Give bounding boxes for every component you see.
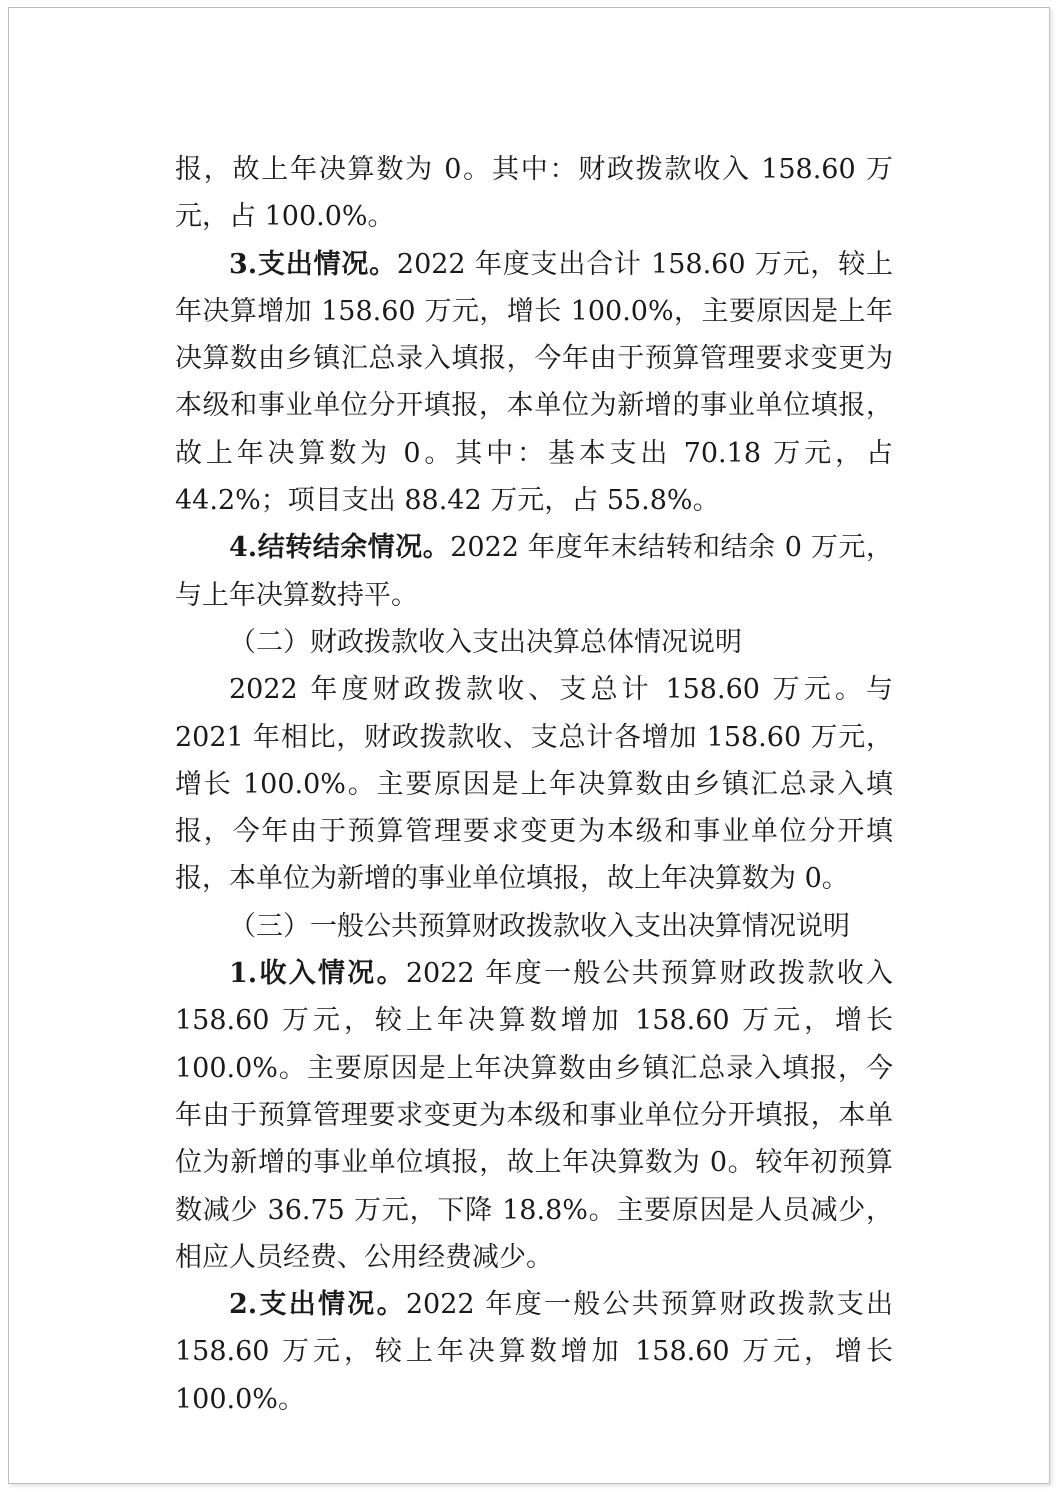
paragraph-fiscal-total <box>175 666 893 902</box>
paragraph-text: 报，故上年决算数为 0。其中：财政拨款收入 158.60 万元，占 100.0%。 <box>175 154 893 233</box>
paragraph-text: 2022 年度支出合计 158.60 万元，较上年决算增加 158.60 万元，增长 100.0%，主要原因是上年决算数由乡镇汇总录入填报，今年由于预算管理要求变更为本级和事业单位分开填报，本单位为新增的事业单位填报，故上年决算数为 0。其中：基本支出 70.18 万元，占 44.2%；项目支出 88.42 万元，占 55.8%。 <box>175 248 894 517</box>
paragraph-text: 2022 年度一般公共预算财政拨款收入 158.60 万元，较上年决算数增加 158.60 万元，增长 100.0%。主要原因是上年决算数由乡镇汇总录入填报，今年由于预算管理要求变更为本级和事业单位分开填报，本单位为新增的事业单位填报，故上年决算数为 0。较年初预算数减少 36.75 万元，下降 18.8%。主要原因是人员减少，相应人员经费、公用经费减少。 <box>175 958 893 1273</box>
document-body <box>175 146 893 1423</box>
section-heading-2: （二）财政拨款收入支出决算总体情况说明 <box>229 626 742 658</box>
document-page <box>8 7 1050 1484</box>
paragraph-continuation <box>175 146 893 241</box>
paragraph-general-income <box>175 950 893 1281</box>
paragraph-lead: 2.支出情况。 <box>229 1289 406 1321</box>
paragraph-carryover <box>175 524 893 619</box>
paragraph-lead: 1.收入情况。 <box>229 958 406 990</box>
paragraph-text: 2022 年度财政拨款收、支总计 158.60 万元。与 2021 年相比，财政拨款收、支总计各增加 158.60 万元，增长 100.0%。主要原因是上年决算数由乡镇汇总录入填报，今年由于预算管理要求变更为本级和事业单位分开填报，本单位为新增的事业单位填报，故上年决算数为 0。 <box>175 674 893 895</box>
paragraph-text: 2022 年度年末结转和结余 0 万元，与上年决算数持平。 <box>175 532 893 611</box>
paragraph-text: 2022 年度一般公共预算财政拨款支出 158.60 万元，较上年决算数增加 158.60 万元，增长 100.0%。 <box>175 1289 893 1415</box>
paragraph-general-expenditure <box>175 1281 893 1423</box>
paragraph-lead: 4.结转结余情况。 <box>229 532 451 564</box>
section-heading-3: （三）一般公共预算财政拨款收入支出决算情况说明 <box>229 910 850 942</box>
paragraph-expenditure <box>175 241 893 525</box>
paragraph-lead: 3.支出情况。 <box>229 248 397 280</box>
